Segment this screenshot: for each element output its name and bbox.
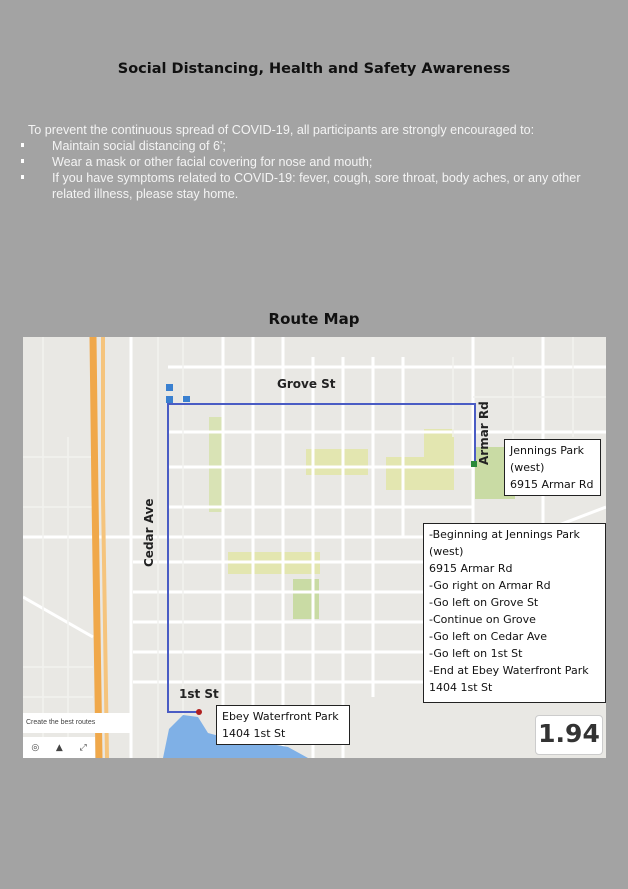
direction-line: (west) bbox=[429, 545, 464, 558]
bullet-text: Wear a mask or other facial covering for nose and mouth; bbox=[52, 155, 373, 169]
intro-lead: To prevent the continuous spread of COVID-19, all participants are strongly encouraged to: bbox=[28, 123, 535, 137]
direction-line: -Beginning at Jennings Park bbox=[429, 528, 580, 541]
map-toolbar bbox=[23, 737, 95, 758]
route-map-title: Route Map bbox=[268, 310, 360, 328]
map-pin-icon bbox=[166, 396, 173, 403]
direction-line: 1404 1st St bbox=[429, 681, 493, 694]
map-pin-icon bbox=[183, 396, 190, 402]
directions-box bbox=[423, 523, 606, 703]
grove-st-label: Grove St bbox=[277, 377, 336, 391]
park-area bbox=[306, 449, 368, 475]
bullet-item bbox=[28, 170, 608, 202]
page-title: Social Distancing, Health and Safety Awareness bbox=[117, 61, 511, 77]
bullet-item bbox=[28, 138, 608, 154]
freeway bbox=[93, 337, 99, 758]
direction-line: -Go left on 1st St bbox=[429, 647, 523, 660]
end-line: Ebey Waterfront Park bbox=[222, 710, 339, 723]
start-line: Jennings Park bbox=[510, 444, 584, 457]
create-routes-bar[interactable]: Create the best routes bbox=[23, 713, 131, 733]
start-line: (west) bbox=[510, 461, 545, 474]
end-line: 1404 1st St bbox=[222, 727, 286, 740]
bullet-icon bbox=[21, 143, 24, 147]
fullscreen-icon[interactable]: ⤢ bbox=[79, 742, 87, 753]
intro-text bbox=[28, 122, 608, 202]
direction-line: 6915 Armar Rd bbox=[429, 562, 513, 575]
start-location-box bbox=[504, 439, 601, 496]
first-st-label: 1st St bbox=[179, 687, 219, 701]
bullet-list bbox=[28, 138, 608, 202]
cedar-ave-label: Cedar Ave bbox=[142, 498, 156, 567]
start-line: 6915 Armar Rd bbox=[510, 478, 594, 491]
school-area bbox=[424, 429, 454, 484]
direction-line: -Go right on Armar Rd bbox=[429, 579, 551, 592]
locate-icon[interactable]: ◎ bbox=[31, 742, 40, 753]
bullet-icon bbox=[21, 175, 24, 179]
direction-line: -Go left on Grove St bbox=[429, 596, 539, 609]
direction-line: -Go left on Cedar Ave bbox=[429, 630, 547, 643]
direction-line: -End at Ebey Waterfront Park bbox=[429, 664, 589, 677]
bullet-item bbox=[28, 154, 608, 170]
distance-readout: 1.94 bbox=[535, 715, 603, 755]
end-marker bbox=[196, 709, 202, 715]
bullet-text: If you have symptoms related to COVID-19: fever, cough, sore throat, body aches, or any other related illness, please stay home. bbox=[52, 171, 581, 201]
park-area bbox=[293, 579, 319, 619]
bullet-icon bbox=[21, 159, 24, 163]
terrain-icon[interactable]: ▲ bbox=[55, 742, 63, 753]
freeway bbox=[103, 337, 107, 758]
bullet-text: Maintain social distancing of 6'; bbox=[52, 139, 226, 153]
end-location-box bbox=[216, 705, 350, 745]
map-pin-icon bbox=[166, 384, 173, 391]
armar-rd-label: Armar Rd bbox=[477, 401, 491, 465]
direction-line: -Continue on Grove bbox=[429, 613, 536, 626]
route-map[interactable] bbox=[23, 337, 606, 758]
